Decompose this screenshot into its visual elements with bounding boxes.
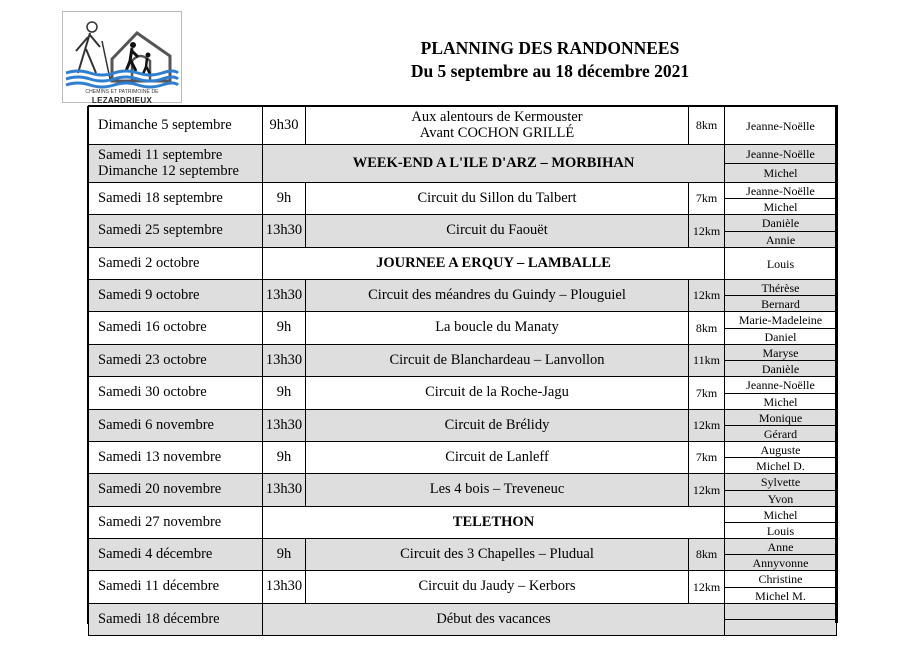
activity-cell-line: Aux alentours de Kermouster	[411, 109, 583, 126]
guide-cell: Annie	[725, 232, 837, 248]
guide-cell: Bernard	[725, 296, 837, 312]
table-row	[89, 571, 837, 588]
guide-cell: Marie-Madeleine	[725, 312, 837, 329]
guide-cell: Michel	[725, 199, 837, 215]
date-cell-line: Samedi 13 novembre	[98, 448, 222, 465]
table-row	[89, 474, 837, 491]
guide-cell: Thérèse	[725, 280, 837, 296]
activity-cell	[306, 345, 689, 377]
event-cell	[263, 145, 725, 183]
date-cell-line: Samedi 30 octobre	[98, 384, 207, 401]
distance-cell: 7km	[689, 442, 725, 474]
table-row	[89, 604, 837, 620]
date-cell	[89, 604, 263, 636]
guide-cell: Louis	[725, 523, 837, 539]
date-cell	[89, 248, 263, 280]
distance-cell: 7km	[689, 183, 725, 215]
logo-caption: CHEMINS ET PATRIMOINE DE	[85, 89, 159, 95]
date-cell-line: Samedi 23 octobre	[98, 351, 207, 368]
activity-cell-line: Circuit de la Roche-Jagu	[425, 384, 569, 401]
distance-cell: 7km	[689, 377, 725, 410]
guide-cell: Anne	[725, 539, 837, 555]
page-title: PLANNING DES RANDONNEES	[420, 38, 680, 58]
guide-cell: Jeanne-Noëlle	[725, 183, 837, 199]
guide-cell: Daniel	[725, 329, 837, 345]
time-cell: 13h30	[263, 345, 306, 377]
activity-cell	[306, 474, 689, 507]
table-row	[89, 410, 837, 426]
date-cell-line: Samedi 6 novembre	[98, 416, 214, 433]
date-cell-line: Dimanche 12 septembre	[98, 162, 239, 179]
date-cell	[89, 571, 263, 604]
table-row	[89, 345, 837, 361]
date-cell-line: Samedi 18 septembre	[98, 189, 223, 206]
activity-cell	[306, 280, 689, 312]
date-cell	[89, 377, 263, 410]
table-row	[89, 215, 837, 232]
date-cell-line: Samedi 16 octobre	[98, 319, 207, 336]
activity-cell-line: Circuit du Sillon du Talbert	[417, 189, 577, 206]
event-cell	[263, 248, 725, 280]
table-row	[89, 145, 837, 164]
date-cell	[89, 107, 263, 145]
guide-cell: Yvon	[725, 491, 837, 507]
distance-cell: 12km	[689, 280, 725, 312]
page-subtitle: Du 5 septembre au 18 décembre 2021	[410, 61, 690, 81]
table-row	[89, 539, 837, 555]
time-cell: 13h30	[263, 280, 306, 312]
guide-cell: Michel	[725, 164, 837, 183]
activity-cell	[306, 107, 689, 145]
activity-cell-line: Circuit de Lanleff	[445, 448, 549, 465]
distance-cell: 11km	[689, 345, 725, 377]
event-cell-line: Début des vacances	[436, 610, 551, 627]
event-cell	[263, 604, 725, 636]
distance-cell: 12km	[689, 571, 725, 604]
activity-cell	[306, 183, 689, 215]
time-cell: 9h	[263, 183, 306, 215]
guide-cell: Jeanne-Noëlle	[725, 107, 837, 145]
time-cell: 9h	[263, 442, 306, 474]
date-cell	[89, 539, 263, 571]
distance-cell: 12km	[689, 215, 725, 248]
time-cell: 13h30	[263, 571, 306, 604]
table-row	[89, 377, 837, 394]
activity-cell-line: Avant COCHON GRILLÉ	[419, 124, 575, 141]
date-cell-line: Samedi 4 décembre	[98, 545, 213, 562]
activity-cell-line: Les 4 bois – Treveneuc	[429, 481, 565, 498]
date-cell-line: Samedi 18 décembre	[98, 610, 220, 627]
distance-cell: 8km	[689, 539, 725, 571]
table-row	[89, 280, 837, 296]
activity-cell	[306, 410, 689, 442]
date-cell	[89, 345, 263, 377]
guide-cell: Michel	[725, 507, 837, 523]
date-cell-line: Samedi 2 octobre	[98, 254, 200, 271]
guide-cell: Jeanne-Noëlle	[725, 377, 837, 394]
date-cell-line: Samedi 11 septembre	[98, 147, 223, 164]
time-cell: 13h30	[263, 215, 306, 248]
distance-cell: 12km	[689, 410, 725, 442]
guide-cell: Christine	[725, 571, 837, 588]
event-cell-line: TELETHON	[452, 513, 535, 530]
guide-cell: Michel	[725, 394, 837, 410]
guide-cell: Louis	[725, 248, 837, 280]
activity-cell-line: Circuit de Brélidy	[444, 416, 550, 433]
activity-cell	[306, 539, 689, 571]
date-cell	[89, 312, 263, 345]
table-right-border	[835, 107, 838, 623]
activity-cell	[306, 215, 689, 248]
time-cell: 9h	[263, 539, 306, 571]
event-cell-line: JOURNEE A ERQUY – LAMBALLE	[376, 254, 611, 271]
distance-cell: 8km	[689, 312, 725, 345]
activity-cell	[306, 377, 689, 410]
guide-cell: Danièle	[725, 361, 837, 377]
club-logo	[62, 11, 182, 103]
guide-cell: Michel M.	[725, 588, 837, 604]
date-cell	[89, 410, 263, 442]
date-cell	[89, 280, 263, 312]
guide-cell	[725, 620, 837, 636]
time-cell: 9h	[263, 377, 306, 410]
date-cell-line: Samedi 27 novembre	[98, 513, 222, 530]
date-cell	[89, 507, 263, 539]
activity-cell-line: Circuit des 3 Chapelles – Pludual	[400, 545, 594, 562]
guide-cell: Maryse	[725, 345, 837, 361]
event-cell	[263, 507, 725, 539]
guide-cell: Gérard	[725, 426, 837, 442]
date-cell	[89, 442, 263, 474]
date-cell-line: Samedi 11 décembre	[98, 578, 220, 595]
table-row	[89, 183, 837, 199]
date-cell-line: Samedi 25 septembre	[98, 222, 223, 239]
activity-cell-line: Circuit des méandres du Guindy – Plouguiel	[368, 286, 626, 303]
event-cell-line: WEEK-END A L'ILE D'ARZ – MORBIHAN	[352, 154, 635, 171]
date-cell-line: Samedi 20 novembre	[98, 481, 222, 498]
time-cell: 13h30	[263, 410, 306, 442]
guide-cell: Annyvonne	[725, 555, 837, 571]
table-row	[89, 442, 837, 458]
date-cell-line: Dimanche 5 septembre	[98, 116, 232, 133]
table-row	[89, 248, 837, 280]
activity-cell-line: Circuit du Faouët	[446, 222, 548, 239]
date-cell	[89, 145, 263, 183]
date-cell-line: Samedi 9 octobre	[98, 286, 200, 303]
time-cell: 9h	[263, 312, 306, 345]
logo-town-name: LEZARDRIEUX	[91, 96, 153, 105]
guide-cell: Auguste	[725, 442, 837, 458]
table-row	[89, 507, 837, 523]
guide-cell: Michel D.	[725, 458, 837, 474]
guide-cell: Jeanne-Noëlle	[725, 145, 837, 164]
table-row	[89, 312, 837, 329]
table-row	[89, 107, 837, 145]
date-cell	[89, 215, 263, 248]
activity-cell-line: La boucle du Manaty	[435, 319, 559, 336]
activity-cell-line: Circuit du Jaudy – Kerbors	[418, 578, 576, 595]
date-cell	[89, 183, 263, 215]
time-cell: 13h30	[263, 474, 306, 507]
guide-cell: Sylvette	[725, 474, 837, 491]
distance-cell: 12km	[689, 474, 725, 507]
guide-cell	[725, 604, 837, 620]
time-cell: 9h30	[263, 107, 306, 145]
activity-cell	[306, 442, 689, 474]
activity-cell	[306, 571, 689, 604]
distance-cell: 8km	[689, 107, 725, 145]
guide-cell: Danièle	[725, 215, 837, 232]
date-cell	[89, 474, 263, 507]
activity-cell	[306, 312, 689, 345]
activity-cell-line: Circuit de Blanchardeau – Lanvollon	[389, 351, 605, 368]
guide-cell: Monique	[725, 410, 837, 426]
planning-table	[88, 106, 837, 636]
